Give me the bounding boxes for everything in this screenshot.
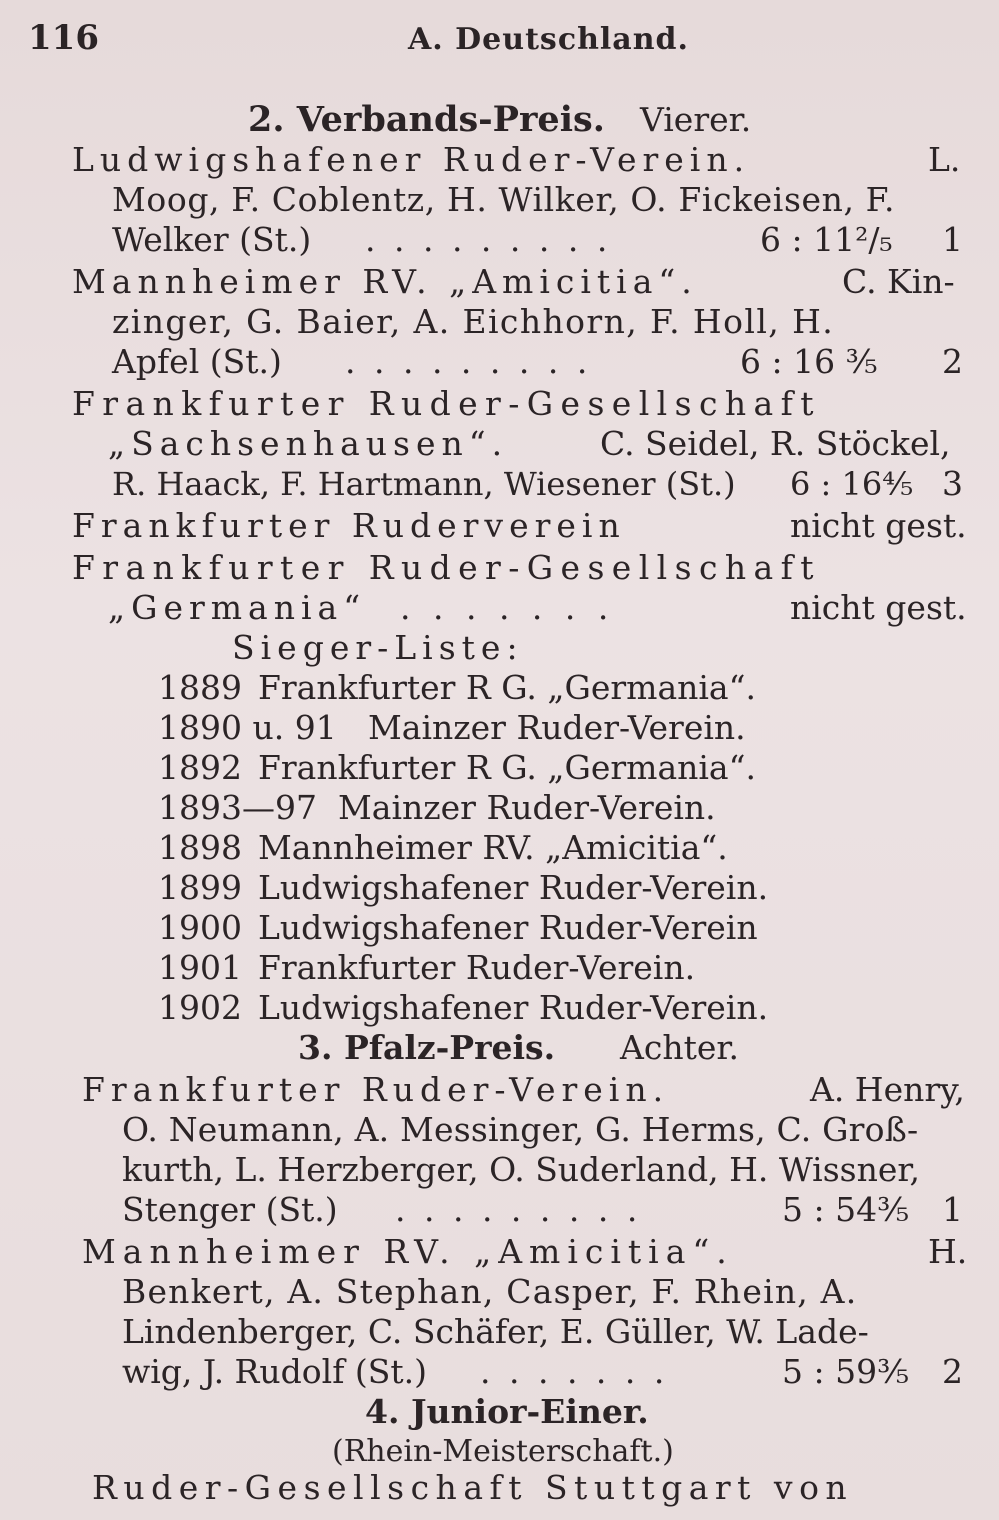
winner-year: 1889 [158, 668, 242, 707]
section-title: 3. Pfalz-Preis. [298, 1028, 556, 1067]
entry-line [0, 1312, 999, 1352]
crew-text: Lindenberger, C. Schäfer, E. Güller, W. Lade- [122, 1312, 869, 1351]
entry-line [0, 302, 999, 342]
dot-leader: . . . . . . . [400, 588, 615, 627]
winner-year: 1892 [158, 748, 242, 787]
running-title: A. Deutschland. [408, 22, 689, 57]
race-time: 6 : 16 ³⁄₅ [740, 342, 878, 381]
entry-line [0, 1110, 999, 1150]
crew-text: Benkert, A. Stephan, Casper, F. Rhein, A. [122, 1272, 858, 1311]
club-name: Frankfurter Ruder-Gesellschaft [72, 548, 821, 587]
crew-text: H. [928, 1232, 968, 1271]
race-place: 2 [942, 342, 963, 381]
winner-year: 1899 [158, 868, 242, 907]
winner-row [0, 828, 999, 868]
winner-row [0, 788, 999, 828]
winner-row [0, 668, 999, 708]
crew-text: Moog, F. Coblentz, H. Wilker, O. Fickeisen, F. [112, 180, 896, 219]
winner-row [0, 948, 999, 988]
winner-name: Frankfurter R G. „Germania“. [258, 668, 756, 707]
winner-year: 1902 [158, 988, 242, 1027]
winner-year: 1901 [158, 948, 242, 987]
crew-text: kurth, L. Herzberger, O. Suderland, H. Wissner, [122, 1150, 921, 1189]
entry-line [0, 342, 999, 382]
winner-year: 1890 u. 91 [158, 708, 337, 747]
section-heading [0, 100, 999, 140]
winner-row [0, 908, 999, 948]
section-subtitle: Vierer. [640, 100, 752, 139]
dot-leader: . . . . . . . . . [395, 1190, 642, 1229]
entry-line [0, 1470, 999, 1506]
crew-text: zinger, G. Baier, A. Eichhorn, F. Holl, H. [112, 302, 835, 341]
winner-row [0, 988, 999, 1028]
club-name: Frankfurter Ruderverein [72, 506, 626, 545]
race-place: 2 [942, 1352, 963, 1391]
entry-line [0, 180, 999, 220]
winners-heading [0, 628, 999, 668]
club-name: „Sachsenhausen“. [108, 424, 509, 463]
winner-name: Mainzer Ruder-Verein. [368, 708, 746, 747]
winner-year: 1898 [158, 828, 242, 867]
race-time: 5 : 59³⁄₅ [782, 1352, 910, 1391]
crew-text: L. [928, 140, 961, 179]
entry-line [0, 506, 999, 546]
race-time: 6 : 16⁴⁄₅ [790, 465, 914, 503]
entry-line [0, 140, 999, 180]
race-time: 6 : 11²/₅ [760, 220, 893, 259]
race-place: 1 [942, 1190, 963, 1229]
section-title: 2. Verbands-Preis. [248, 99, 605, 140]
crew-text: Welker (St.) [112, 220, 312, 259]
club-name: Frankfurter Ruder-Gesellschaft [72, 384, 821, 423]
winner-name: Frankfurter R G. „Germania“. [258, 748, 756, 787]
entry-line [0, 1150, 999, 1190]
entry-line [0, 1352, 999, 1392]
entry-line [0, 424, 999, 464]
winner-row [0, 708, 999, 748]
winner-year: 1893—97 [158, 788, 317, 827]
race-place: 3 [942, 464, 963, 503]
winner-row [0, 748, 999, 788]
club-name: Ruder-Gesellschaft Stuttgart von [92, 1468, 854, 1507]
dot-leader: . . . . . . . . . [345, 342, 592, 381]
dot-leader: . . . . . . . [480, 1352, 669, 1391]
club-name: Ludwigshafener Ruder-Verein. [72, 140, 751, 179]
section-heading [0, 1392, 999, 1432]
club-name: Mannheimer RV. „Amicitia“. [72, 262, 698, 301]
entry-line [0, 588, 999, 628]
crew-text: C. Seidel, R. Stöckel, [600, 424, 951, 463]
crew-text: wig, J. Rudolf (St.) [122, 1352, 428, 1391]
club-name: Frankfurter Ruder-Verein. [82, 1070, 670, 1109]
club-name: Mannheimer RV. „Amicitia“. [82, 1232, 734, 1271]
crew-text: R. Haack, F. Hartmann, Wiesener (St.) [112, 465, 736, 503]
winner-name: Ludwigshafener Ruder-Verein. [258, 988, 769, 1027]
entry-line [0, 548, 999, 588]
section-subheading [0, 1432, 999, 1472]
entry-status: nicht gest. [790, 506, 967, 545]
entry-line [0, 262, 999, 302]
winner-name: Mainzer Ruder-Verein. [338, 788, 716, 827]
section-title: 4. Junior-Einer. [365, 1392, 649, 1431]
section-subtitle: (Rhein-Meisterschaft.) [332, 1434, 674, 1469]
entry-line [0, 1232, 999, 1272]
page-number: 116 [28, 18, 99, 58]
winner-name: Ludwigshafener Ruder-Verein. [258, 868, 769, 907]
crew-text: A. Henry, [810, 1070, 965, 1109]
winners-title: Sieger-Liste: [232, 628, 524, 667]
entry-status: nicht gest. [790, 588, 967, 627]
crew-text: Apfel (St.) [112, 342, 282, 381]
winner-year: 1900 [158, 908, 242, 947]
winner-name: Mannheimer RV. „Amicitia“. [258, 828, 728, 867]
section-heading [0, 1028, 999, 1068]
entry-line [0, 1070, 999, 1110]
running-header [28, 18, 959, 62]
club-name: „Germania“ [108, 588, 367, 627]
winner-name: Ludwigshafener Ruder-Verein [258, 908, 758, 947]
section-subtitle: Achter. [620, 1028, 739, 1067]
entry-line [0, 464, 999, 504]
winner-row [0, 868, 999, 908]
winner-name: Frankfurter Ruder-Verein. [258, 948, 696, 987]
entry-line [0, 1272, 999, 1312]
entry-line [0, 220, 999, 260]
crew-text: Stenger (St.) [122, 1190, 338, 1229]
race-time: 5 : 54³⁄₅ [782, 1190, 910, 1229]
entry-line [0, 1190, 999, 1230]
crew-text: C. Kin- [842, 262, 955, 301]
race-place: 1 [942, 220, 963, 259]
crew-text: O. Neumann, A. Messinger, G. Herms, C. Groß- [122, 1110, 919, 1149]
entry-line [0, 384, 999, 424]
dot-leader: . . . . . . . . . [365, 220, 612, 259]
